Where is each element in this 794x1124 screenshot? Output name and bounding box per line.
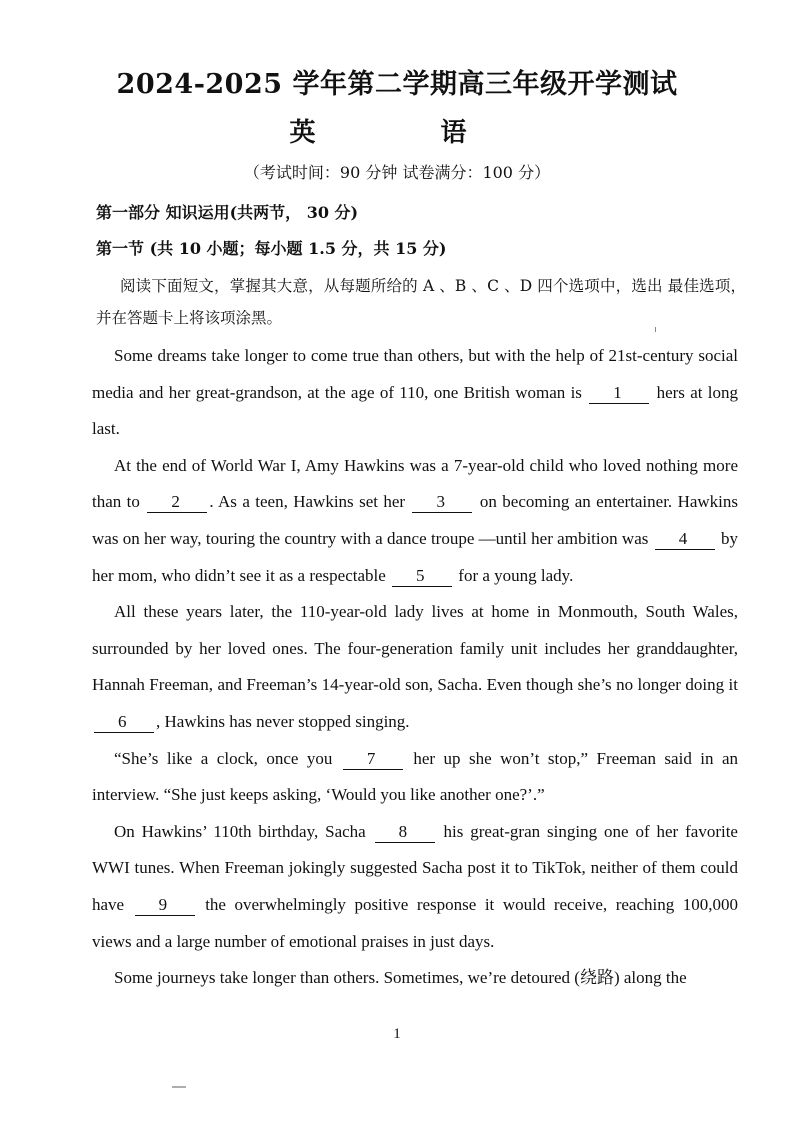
paragraph-1 xyxy=(92,338,738,448)
paragraph-5 xyxy=(92,814,738,960)
text: At the end of World War I, Amy Hawkins was a 7-year-old child who loved nothing more than to xyxy=(92,455,738,512)
section-instruction: 阅读下面短文，掌握其大意，从每题所给的 A 、B 、C 、D 四个选项中，选出 最佳选项，并在答题卡上将该项涂黑。 xyxy=(96,277,746,327)
text: Some journeys take longer than others. Sometimes, we’re detoured (绕路) along the xyxy=(114,968,687,988)
blank-3: 3 xyxy=(412,492,472,513)
text: her up she won’t stop,” Freeman said in an interview. “She just keeps asking, ‘Would you like another one?’.” xyxy=(92,748,739,805)
paragraph-6 xyxy=(92,960,738,997)
blank-6: 6 xyxy=(94,712,154,733)
blank-1: 1 xyxy=(589,383,649,404)
text: on becoming an entertainer. Hawkins was on her way, touring the country with a dance troupe —until her ambition was xyxy=(92,492,739,548)
cloze-passage xyxy=(92,338,738,997)
text: . As a teen, Hawkins set her xyxy=(209,492,406,512)
text: the overwhelmingly positive response it would receive, reaching 100,000 views and a large number of emotional praises in just days. xyxy=(92,894,739,951)
exam-title: 2024-2025 学年第二学期高三年级开学测试 xyxy=(116,69,678,100)
paragraph-4 xyxy=(92,741,738,814)
text: , Hawkins has never stopped singing. xyxy=(156,711,410,731)
text: Some dreams take longer to come true than others, but with the help of 21st-century social media and her great-grandson, at the age of 110, one British woman is xyxy=(92,346,738,402)
blank-2: 2 xyxy=(147,492,207,513)
text: On Hawkins’ 110th birthday, Sacha xyxy=(114,821,366,841)
scan-speck xyxy=(655,327,656,332)
paragraph-2 xyxy=(92,448,738,594)
section-heading: 第一节 (共 10 小题；每小题 1.5 分，共 15 分) xyxy=(96,239,447,258)
blank-8: 8 xyxy=(375,822,435,843)
text: hers at long last. xyxy=(92,382,739,439)
text: for a young lady. xyxy=(458,565,574,585)
blank-7: 7 xyxy=(343,749,403,770)
blank-4: 4 xyxy=(655,529,715,550)
text: “She’s like a clock, once you xyxy=(114,748,333,768)
scan-mark xyxy=(172,1086,186,1088)
blank-9: 9 xyxy=(135,895,195,916)
part-heading: 第一部分 知识运用(共两节， 30 分) xyxy=(96,203,359,222)
text: his great-gran singing one of her favorite WWI tunes. When Freeman jokingly suggested Sacha post it to TikTok, neither of them could have xyxy=(92,821,738,914)
paragraph-3 xyxy=(92,594,738,740)
blank-5: 5 xyxy=(392,566,452,587)
text: All these years later, the 110-year-old lady lives at home in Monmouth, South Wales, surrounded by her loved ones. The four-generation family unit includes her granddaughter, Hannah Freeman, and Freeman’s 14-year-old son, Sacha. Even though she’s no longer doing it xyxy=(92,602,738,695)
subject-title: 英 语 xyxy=(289,118,505,148)
page-number: 1 xyxy=(393,1026,401,1042)
exam-info: （考试时间：90 分钟 试卷满分：100 分） xyxy=(243,163,551,182)
text: by her mom, who didn’t see it as a respectable xyxy=(92,528,738,585)
